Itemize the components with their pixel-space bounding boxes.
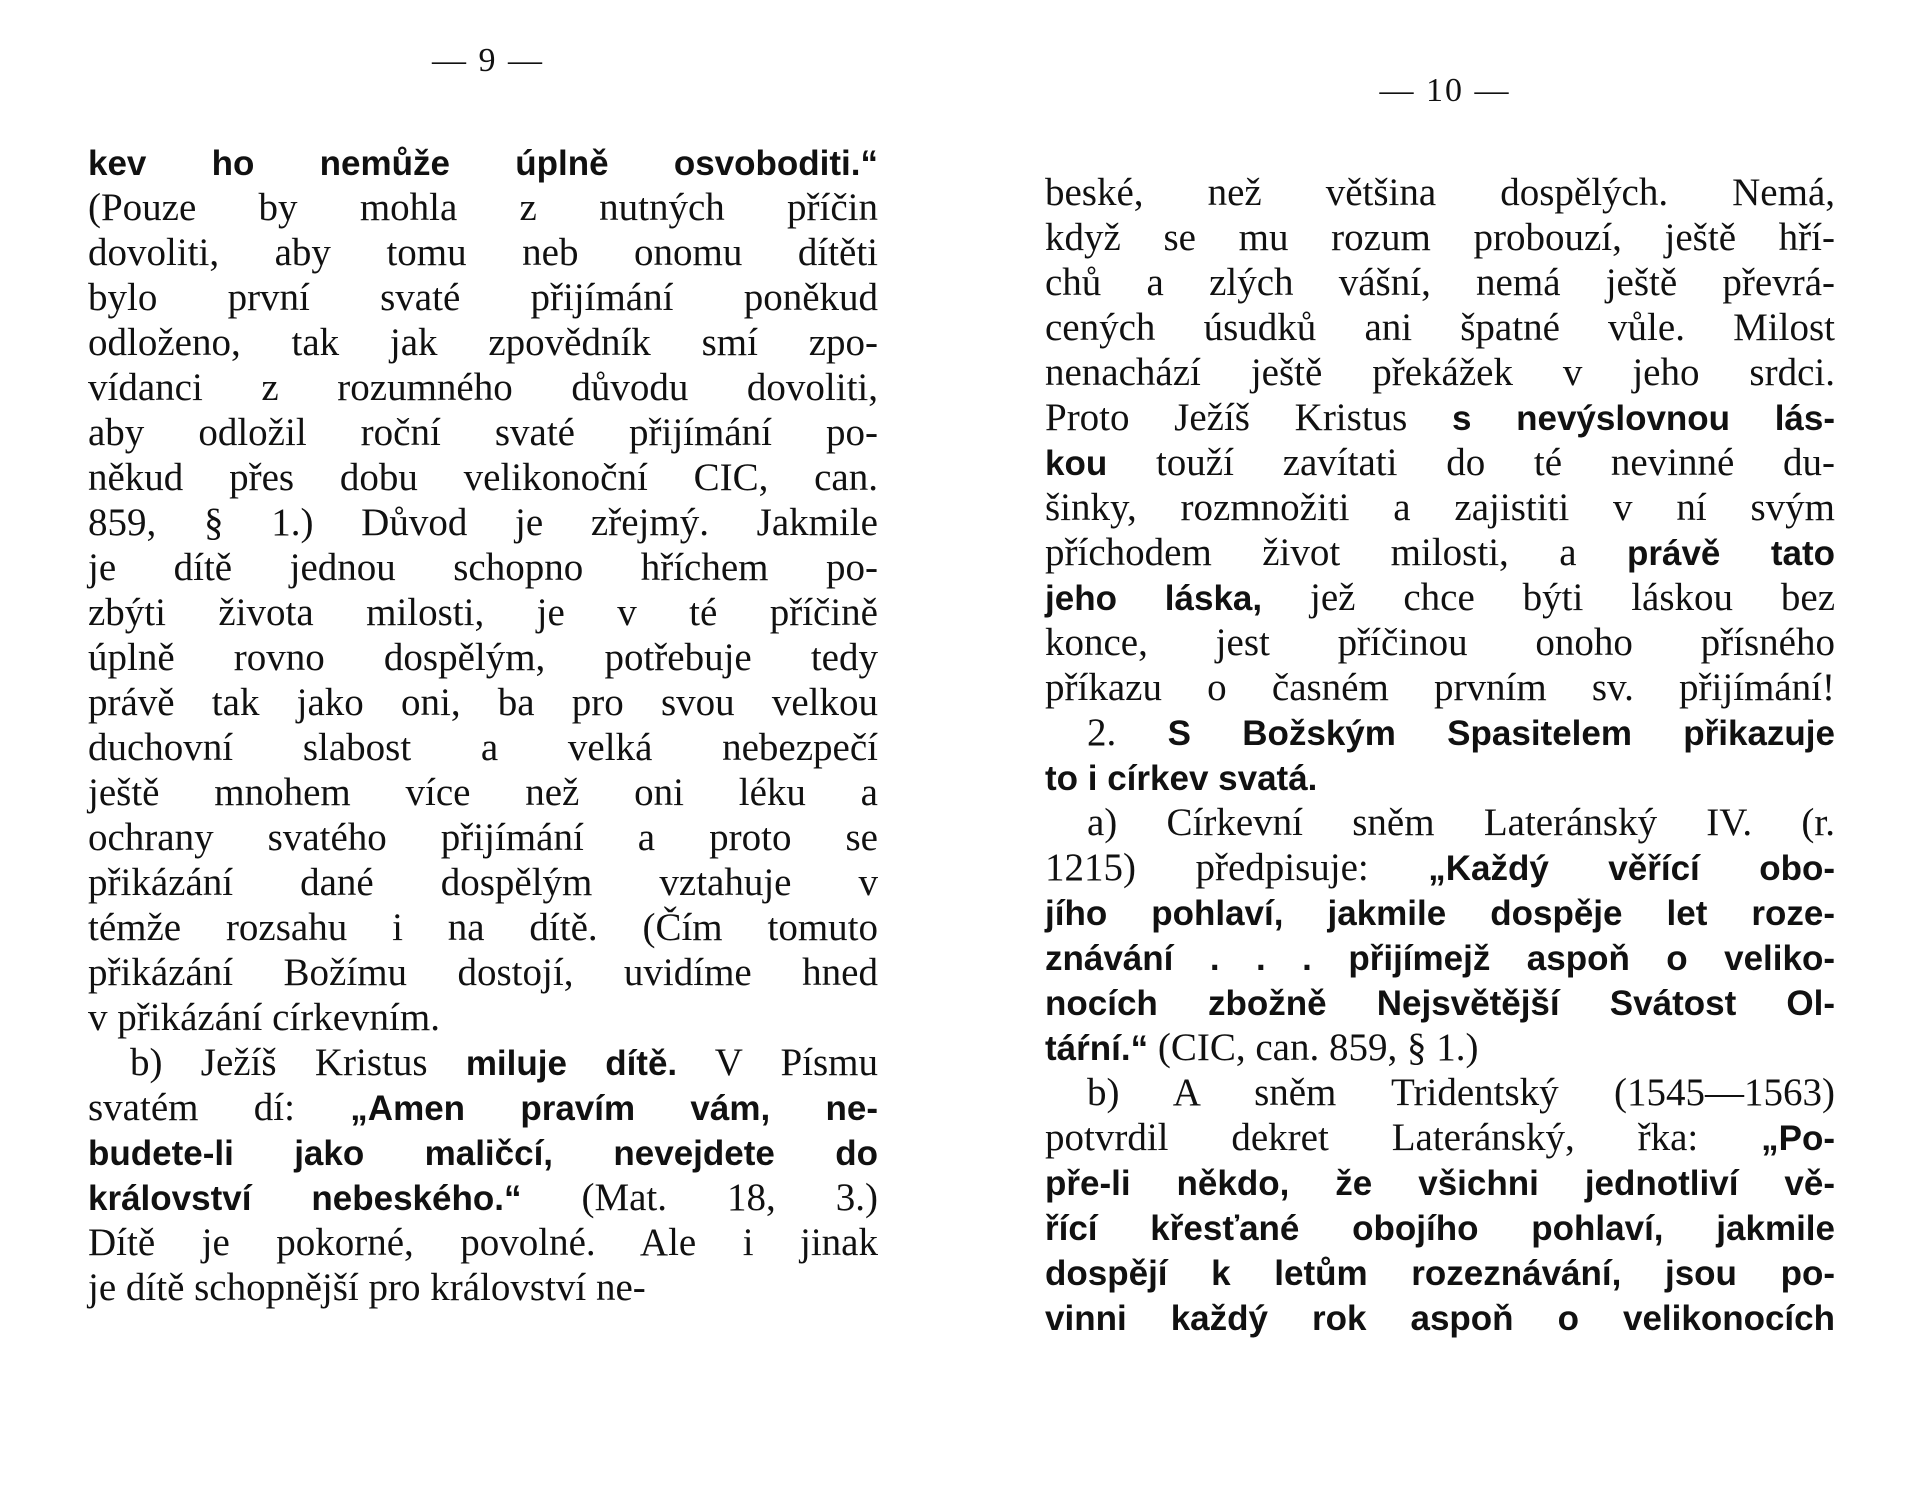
text-line	[1045, 1205, 1835, 1250]
text-segment: přikázání Božímu dostojí, uvidíme hned	[88, 951, 878, 994]
text-line	[88, 1040, 878, 1085]
bold-text: „Amen pravím vám, ne-	[350, 1089, 878, 1128]
page-number: — 10 —	[1379, 72, 1511, 109]
bold-text: znávání . . . přijímejž aspoň o veliko-	[1045, 939, 1835, 978]
text-segment: ochrany svatého přijímání a proto se	[88, 816, 878, 859]
text-segment: b) Ježíš Kristus	[130, 1041, 466, 1084]
text-line	[1045, 1070, 1835, 1115]
text-segment: 1215) předpisuje:	[1045, 846, 1429, 889]
text-segment: duchovní slabost a velká nebezpečí	[88, 726, 878, 769]
text-line	[88, 995, 878, 1040]
text-segment: (Mat. 18, 3.)	[521, 1176, 878, 1219]
text-segment: je dítě schopnější pro království ne-	[88, 1266, 646, 1309]
text-line	[88, 1130, 878, 1175]
text-line	[88, 770, 878, 815]
text-line	[1045, 710, 1835, 755]
text-segment: šinky, rozmnožiti a zajistiti v ní svým	[1045, 486, 1835, 529]
text-segment: v přikázání církevním.	[88, 996, 440, 1039]
bold-text: kev ho nemůže úplně osvoboditi.“	[88, 144, 878, 183]
text-line	[1045, 620, 1835, 665]
text-line	[1045, 800, 1835, 845]
text-line	[1045, 260, 1835, 305]
bold-text: s nevýslovnou lás-	[1452, 399, 1836, 438]
text-line	[88, 185, 878, 230]
text-segment: jež chce býti láskou bez	[1262, 576, 1836, 619]
text-segment: cených úsudků ani špatné vůle. Milost	[1045, 306, 1835, 349]
text-line	[88, 1085, 878, 1130]
left-page	[88, 0, 878, 1500]
text-line	[1045, 1115, 1835, 1160]
text-line	[1045, 575, 1835, 620]
text-line	[88, 410, 878, 455]
body-text	[88, 140, 878, 1310]
bold-text: jího pohlaví, jakmile dospěje let roze-	[1045, 894, 1835, 933]
text-line	[88, 905, 878, 950]
text-line	[88, 1175, 878, 1220]
bold-text: miluje dítě.	[465, 1044, 678, 1083]
text-segment: právě tak jako oni, ba pro svou velkou	[88, 681, 878, 724]
text-segment: přikázání dané dospělým vztahuje v	[88, 861, 878, 904]
text-segment: někud přes dobu velikonoční CIC, can.	[88, 456, 878, 499]
bold-text: to i církev svatá.	[1045, 759, 1318, 798]
text-segment: odloženo, tak jak zpovědník smí zpo-	[88, 321, 878, 364]
text-line	[1045, 395, 1835, 440]
text-segment: témže rozsahu i na dítě. (Čím tomuto	[88, 906, 878, 949]
text-line	[88, 1220, 878, 1265]
text-segment: zbýti života milosti, je v té příčině	[88, 591, 878, 634]
text-segment: Dítě je pokorné, povolné. Ale i jinak	[88, 1221, 878, 1264]
bold-text: právě tato	[1627, 534, 1835, 573]
text-segment: chů a zlých vášní, nemá ještě převrá-	[1045, 261, 1835, 304]
bold-text: království nebeského.“	[88, 1179, 522, 1218]
text-segment: beské, než většina dospělých. Nemá,	[1045, 171, 1835, 214]
text-segment: úplně rovno dospělým, potřebuje tedy	[88, 636, 878, 679]
text-segment: bylo první svaté přijímání poněkud	[88, 276, 878, 319]
text-line	[88, 365, 878, 410]
page-number: — 9 —	[432, 42, 544, 79]
text-segment: a) Církevní sněm Lateránský IV. (r.	[1087, 801, 1835, 844]
bold-text: nocích zbožně Nejsvětější Svátost Ol-	[1045, 984, 1835, 1023]
text-segment: dovoliti, aby tomu neb onomu dítěti	[88, 231, 878, 274]
text-line	[1045, 215, 1835, 260]
text-segment: když se mu rozum probouzí, ještě hří-	[1045, 216, 1835, 259]
text-line	[1045, 305, 1835, 350]
text-line	[88, 860, 878, 905]
text-line	[88, 500, 878, 545]
bold-text: S Božským Spasitelem přikazuje	[1167, 714, 1835, 753]
text-segment: ještě mnohem více než oni léku a	[88, 771, 878, 814]
text-line	[88, 680, 878, 725]
text-line	[88, 725, 878, 770]
text-line	[88, 320, 878, 365]
text-line	[1045, 755, 1835, 800]
text-segment: konce, jest příčinou onoho přísného	[1045, 621, 1835, 664]
text-line	[1045, 935, 1835, 980]
text-line	[1045, 980, 1835, 1025]
text-segment: vídanci z rozumného důvodu dovoliti,	[88, 366, 878, 409]
text-line	[88, 230, 878, 275]
text-segment: svatém dí:	[88, 1086, 351, 1129]
text-segment: b) A sněm Tridentský (1545—1563)	[1087, 1071, 1835, 1114]
text-segment: Proto Ježíš Kristus	[1045, 396, 1452, 439]
text-segment: touží zavítati do té nevinné du-	[1107, 441, 1835, 484]
bold-text: budete-li jako maličcí, nevejdete do	[88, 1134, 878, 1173]
text-line	[88, 950, 878, 995]
text-line	[1045, 1025, 1835, 1070]
bold-text: pře-li někdo, že všichni jednotliví vě-	[1045, 1164, 1835, 1203]
text-line	[1045, 170, 1835, 215]
bold-text: jeho láska,	[1045, 579, 1263, 618]
text-segment: 2.	[1087, 711, 1168, 754]
text-line	[1045, 890, 1835, 935]
text-line	[88, 140, 878, 185]
text-line	[88, 590, 878, 635]
text-line	[1045, 350, 1835, 395]
text-line	[1045, 665, 1835, 710]
bold-text: táŕní.“	[1045, 1029, 1149, 1068]
bold-text: dospějí k letům rozeznávání, jsou po-	[1045, 1254, 1835, 1293]
text-segment: aby odložil roční svaté přijímání po-	[88, 411, 878, 454]
bold-text: „Každý věřící obo-	[1428, 849, 1836, 888]
text-segment: (CIC, can. 859, § 1.)	[1148, 1026, 1479, 1069]
text-segment: příchodem život milosti, a	[1045, 531, 1627, 574]
text-line	[1045, 1295, 1835, 1340]
text-segment: 859, § 1.) Důvod je zřejmý. Jakmile	[88, 501, 878, 544]
text-line	[88, 455, 878, 500]
bold-text: vinni každý rok aspoň o velikonocích	[1045, 1299, 1835, 1338]
text-segment: potvrdil dekret Lateránský, řka:	[1045, 1116, 1762, 1159]
bold-text: řící křesťané obojího pohlaví, jakmile	[1045, 1209, 1835, 1248]
text-line	[1045, 1160, 1835, 1205]
text-segment: V Písmu	[677, 1041, 879, 1084]
text-line	[1045, 485, 1835, 530]
text-line	[88, 545, 878, 590]
text-segment: nenachází ještě překážek v jeho srdci.	[1045, 351, 1835, 394]
text-segment: je dítě jednou schopno hříchem po-	[88, 546, 878, 589]
right-page	[1045, 0, 1835, 1500]
text-line	[88, 1265, 878, 1310]
text-segment: příkazu o časném prvním sv. přijímání!	[1045, 666, 1835, 709]
bold-text: kou	[1045, 444, 1108, 483]
text-line	[88, 635, 878, 680]
body-text	[1045, 170, 1835, 1340]
bold-text: „Po-	[1761, 1119, 1835, 1158]
text-segment: (Pouze by mohla z nutných příčin	[88, 186, 878, 229]
text-line	[88, 815, 878, 860]
text-line	[1045, 530, 1835, 575]
text-line	[1045, 440, 1835, 485]
text-line	[1045, 845, 1835, 890]
text-line	[1045, 1250, 1835, 1295]
text-line	[88, 275, 878, 320]
